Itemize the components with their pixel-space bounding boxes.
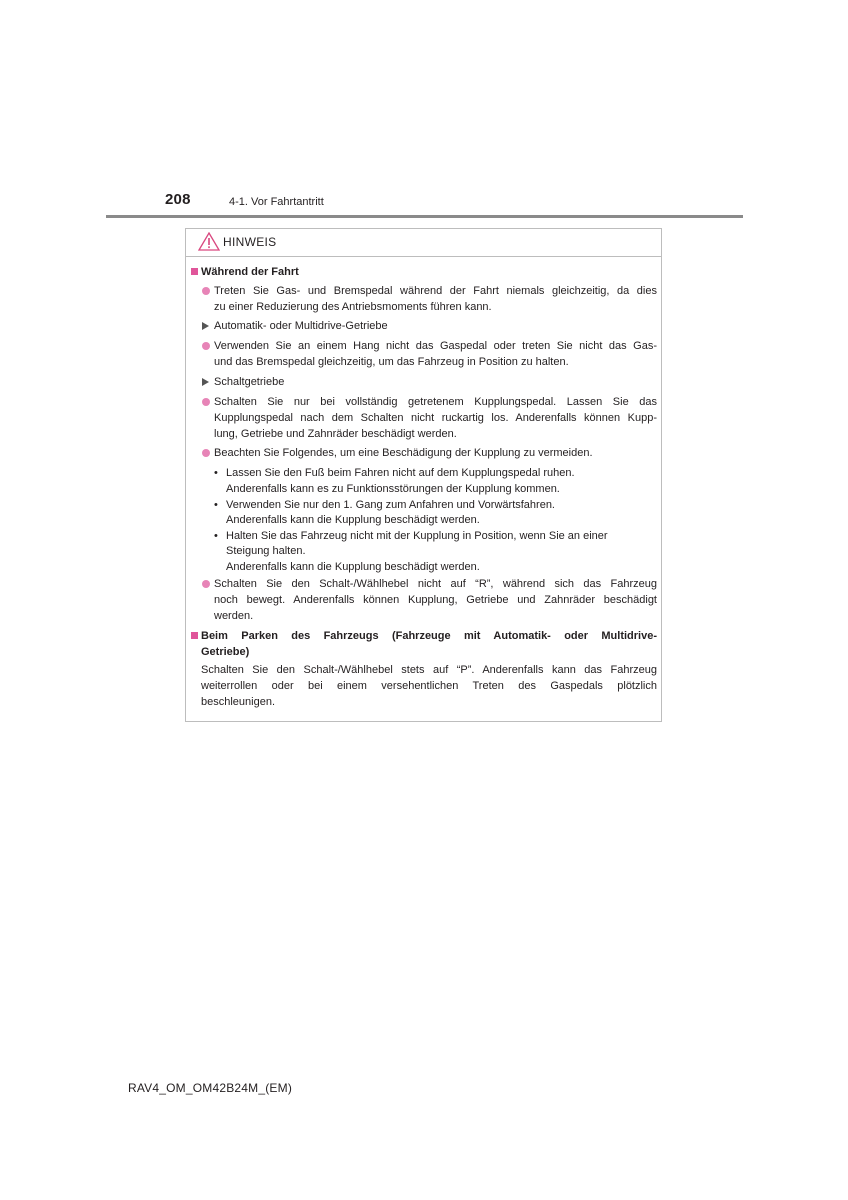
text-line: weiterrollen oder bei einem versehentlichen Treten des Gaspedals plötzlich	[201, 680, 657, 692]
text-line: Schalten Sie den Schalt-/Wählhebel nicht auf “R”, während sich das Fahrzeug	[214, 578, 657, 590]
subheading: Automatik- oder Multidrive-Getriebe	[214, 320, 388, 332]
text-line: lung, Getriebe und Zahnräder beschädigt werden.	[214, 428, 457, 440]
section-marker	[191, 632, 198, 639]
footer-code: RAV4_OM_OM42B24M_(EM)	[128, 1081, 293, 1095]
text-line: und das Bremspedal gleichzeitig, um das Fahrzeug in Position zu halten.	[214, 356, 569, 368]
section-heading: Getriebe)	[201, 646, 250, 658]
section-heading: Während der Fahrt	[201, 266, 299, 278]
notice-header	[186, 229, 661, 257]
text-line: noch bewegt. Anderenfalls können Kupplung, Getriebe und Zahnräder beschädigt	[214, 594, 657, 606]
text-line: Halten Sie das Fahrzeug nicht mit der Kupplung in Position, wenn Sie an einer	[226, 530, 608, 542]
text-line: werden.	[214, 610, 254, 622]
notice-title: HINWEIS	[223, 235, 277, 249]
text-line: Anderenfalls kann die Kupplung beschädigt werden.	[226, 514, 480, 526]
section-marker	[191, 268, 198, 275]
subheading: Schaltgetriebe	[214, 376, 285, 388]
section-title: 4-1. Vor Fahrtantritt	[229, 196, 324, 208]
text-line: Anderenfalls kann die Kupplung beschädigt werden.	[226, 561, 480, 573]
bullet-dot	[202, 398, 210, 406]
text-line: zu einer Reduzierung des Antriebsmoments führen kann.	[214, 301, 492, 313]
section-heading: Beim Parken des Fahrzeugs (Fahrzeuge mit Automatik- oder Multidrive-	[201, 630, 657, 642]
arrow-right-icon	[202, 322, 209, 330]
warning-triangle-icon	[198, 232, 220, 251]
bullet-dot	[202, 287, 210, 295]
arrow-right-icon	[202, 378, 209, 386]
text-line: Lassen Sie den Fuß beim Fahren nicht auf dem Kupplungspedal ruhen.	[226, 467, 575, 479]
text-line: Anderenfalls kann es zu Funktionsstörungen der Kupplung kommen.	[226, 483, 560, 495]
text-line: Steigung halten.	[226, 545, 306, 557]
text-line: Verwenden Sie an einem Hang nicht das Gaspedal oder treten Sie nicht das Gas-	[214, 340, 657, 352]
text-line: Treten Sie Gas- und Bremspedal während der Fahrt niemals gleichzeitig, da dies	[214, 285, 657, 297]
text-line: Beachten Sie Folgendes, um eine Beschädigung der Kupplung zu vermeiden.	[214, 447, 593, 459]
text-line: Schalten Sie nur bei vollständig getretenem Kupplungspedal. Lassen Sie das	[214, 396, 657, 408]
text-line: Schalten Sie den Schalt-/Wählhebel stets auf “P”. Anderenfalls kann das Fahrzeug	[201, 664, 657, 676]
header-rule	[106, 215, 743, 218]
bullet-dot	[202, 580, 210, 588]
bullet-dot	[202, 449, 210, 457]
text-line: Kupplungspedal nach dem Schalten nicht ruckartig los. Anderenfalls können Kupp-	[214, 412, 657, 424]
small-bullet: •	[214, 467, 218, 479]
small-bullet: •	[214, 530, 218, 542]
text-line: beschleunigen.	[201, 696, 276, 708]
text-line: Verwenden Sie nur den 1. Gang zum Anfahren und Vorwärtsfahren.	[226, 499, 555, 511]
small-bullet: •	[214, 499, 218, 511]
page-number: 208	[165, 191, 191, 208]
bullet-dot	[202, 342, 210, 350]
